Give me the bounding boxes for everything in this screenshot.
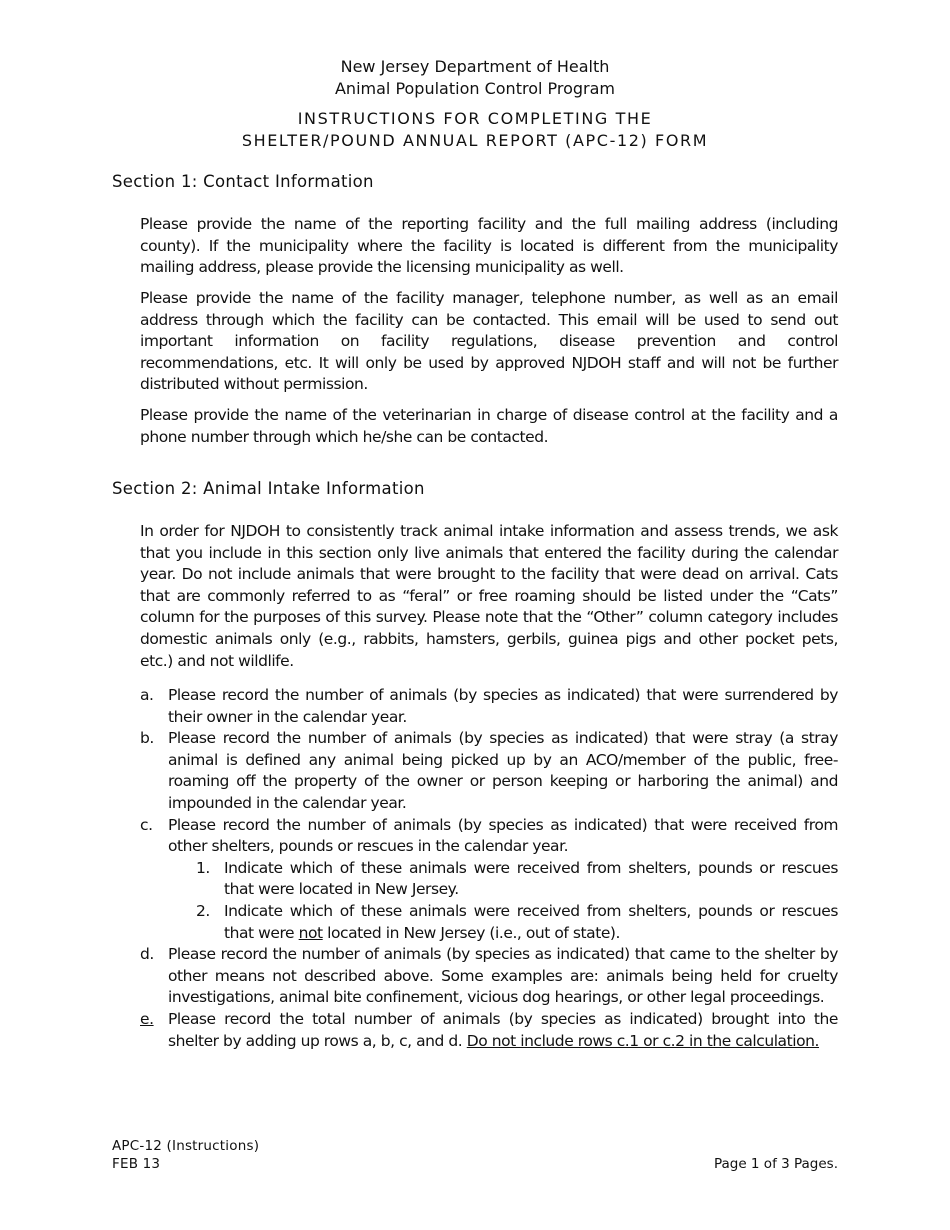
section1-paragraph-manager: Please provide the name of the facility manager, telephone number, as well as an email address through which the facility can be contacted. This email will be used to send out important information on facility regulations, disease prevention and control recommendations, etc. It will only be used by approved NJDOH staff and will not be further distributed without permission. — [140, 289, 838, 394]
agency-name: New Jersey Department of Health — [340, 57, 610, 76]
footer-form-info — [112, 1137, 259, 1173]
sub-item-text: Indicate which of these animals were received from shelters, pounds or rescues that were located in New Jersey. — [224, 858, 838, 899]
section1-paragraph-veterinarian: Please provide the name of the veterinarian in charge of disease control at the facility and a phone number through which he/she can be contacted. — [140, 406, 838, 446]
list-item-c — [140, 815, 838, 945]
section2-title: Section 2: Animal Intake Information — [112, 479, 425, 498]
agency-header — [0, 56, 950, 100]
list-marker: d. — [140, 945, 154, 964]
underlined-not: not — [298, 923, 323, 942]
list-item-text: Please record the total number of animals (by species as indicated) brought into the shelter by adding up rows a, b, c, and d. — [168, 1009, 838, 1050]
list-marker: e. — [140, 1009, 154, 1028]
list-marker: c. — [140, 815, 153, 834]
footer-date: FEB 13 — [112, 1156, 161, 1172]
sub-item-text: Indicate which of these animals were received from shelters, pounds or rescues that were — [224, 901, 838, 942]
form-title-line1: INSTRUCTIONS FOR COMPLETING THE — [297, 109, 653, 128]
section1-paragraph-facility: Please provide the name of the reporting facility and the full mailing address (including county). If the municipality where the facility is located is different from the municipality mailing address, please provide the licensing municipality as well. — [140, 215, 838, 277]
form-title — [0, 108, 950, 152]
list-item-b — [140, 728, 838, 814]
sub-item-text-end: located in New Jersey (i.e., out of state). — [322, 923, 620, 942]
list-item-d — [140, 944, 838, 1009]
sub-item-2 — [168, 901, 838, 944]
sub-item-1 — [168, 858, 838, 901]
form-title-line2: SHELTER/POUND ANNUAL REPORT (APC-12) FORM — [241, 131, 709, 150]
list-marker: b. — [140, 729, 154, 748]
list-item-e — [140, 1009, 838, 1052]
program-name: Animal Population Control Program — [334, 79, 616, 98]
sub-list — [168, 858, 838, 944]
footer-form-id: APC-12 (Instructions) — [112, 1138, 260, 1154]
page-number: Page 1 of 3 Pages. — [713, 1156, 838, 1172]
list-marker: a. — [140, 686, 154, 704]
list-item-text: Please record the number of animals (by species as indicated) that were received from other shelters, pounds or rescues in the calendar year. — [168, 815, 838, 856]
sub-marker: 2. — [196, 901, 210, 920]
sub-marker: 1. — [196, 858, 210, 877]
list-item-a — [140, 685, 838, 728]
intake-instructions-list — [140, 685, 838, 1052]
list-item-text: Please record the number of animals (by species as indicated) that were surrendered by their owner in the calendar year. — [168, 686, 838, 726]
list-item-text: Please record the number of animals (by species as indicated) that came to the shelter by other means not described above. Some examples are: animals being held for cruelty investigations, animal bite confinement, vicious dog hearings, or other legal proceedings. — [168, 945, 838, 1007]
list-item-text: Please record the number of animals (by species as indicated) that were stray (a stray animal is defined any animal being picked up by an ACO/member of the public, free-roaming off the property of the owner or person keeping or harboring the animal) and impounded in the calendar year. — [168, 729, 838, 812]
section2-intro: In order for NJDOH to consistently track animal intake information and assess trends, we ask that you include in this section only live animals that entered the facility during the calendar year. Do not include animals that were brought to the facility that were dead on arrival. Cats that are commonly referred to as “feral” or free roaming should be listed under the “Cats” column for the purposes of this survey. Please note that the “Other” column category includes domestic animals only (e.g., rabbits, hamsters, gerbils, guinea pigs and other pocket pets, etc.) and not wildlife. — [140, 522, 838, 670]
calculation-note: Do not include rows c.1 or c.2 in the calculation. — [466, 1031, 819, 1050]
section1-title: Section 1: Contact Information — [112, 172, 374, 191]
